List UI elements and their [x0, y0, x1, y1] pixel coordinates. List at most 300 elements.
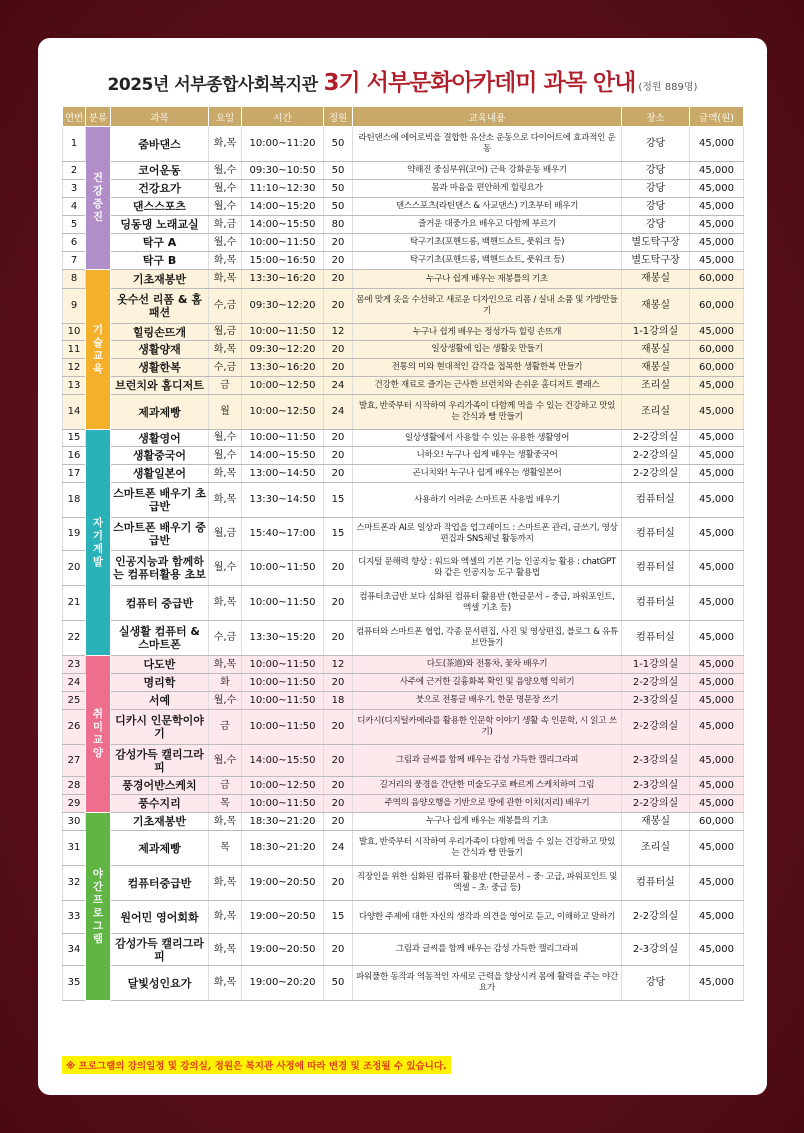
course-capacity: 20 — [324, 270, 353, 289]
row-number: 18 — [63, 483, 86, 518]
course-day: 금 — [209, 710, 242, 745]
title-org: 2025년 서부종합사회복지관 — [107, 75, 318, 95]
row-number: 25 — [63, 692, 86, 710]
course-capacity: 24 — [324, 395, 353, 430]
course-time: 10:00~11:50 — [242, 234, 324, 252]
course-capacity: 20 — [324, 430, 353, 447]
row-number: 21 — [63, 586, 86, 621]
course-fee: 45,000 — [690, 395, 744, 430]
course-fee: 60,000 — [690, 341, 744, 359]
course-day: 화,목 — [209, 127, 242, 162]
course-capacity: 15 — [324, 518, 353, 551]
row-number: 9 — [63, 289, 86, 324]
course-description: 일상생활에서 사용할 수 있는 유용한 생활영어 — [353, 430, 622, 447]
course-time: 10:00~11:50 — [242, 710, 324, 745]
course-day: 월,수 — [209, 198, 242, 216]
course-capacity: 20 — [324, 934, 353, 966]
course-description: 누구나 쉽게 배우는 정성가득 힐링 손뜨개 — [353, 324, 622, 341]
table-row — [63, 710, 744, 745]
course-capacity: 50 — [324, 198, 353, 216]
course-subject: 생활한복 — [111, 359, 209, 377]
course-capacity: 20 — [324, 447, 353, 465]
course-description: 컴퓨터초급반 보다 심화된 컴퓨터 활용반 (한글문서 – 중급, 파워포인트, 엑셀 기초 등) — [353, 586, 622, 621]
course-place: 2-2강의실 — [622, 710, 690, 745]
table-row — [63, 934, 744, 966]
table-row — [63, 813, 744, 831]
course-day: 금 — [209, 377, 242, 395]
course-time: 09:30~12:20 — [242, 289, 324, 324]
course-capacity: 20 — [324, 359, 353, 377]
course-subject: 디카시 인문학이야기 — [111, 710, 209, 745]
course-capacity: 20 — [324, 252, 353, 270]
course-time: 10:00~12:50 — [242, 777, 324, 795]
course-subject: 탁구 A — [111, 234, 209, 252]
course-subject: 생활중국어 — [111, 447, 209, 465]
course-subject: 서예 — [111, 692, 209, 710]
row-number: 29 — [63, 795, 86, 813]
table-row — [63, 395, 744, 430]
course-day: 화,목 — [209, 966, 242, 1001]
course-day: 수,금 — [209, 359, 242, 377]
course-day: 수,금 — [209, 289, 242, 324]
course-fee: 45,000 — [690, 866, 744, 901]
course-capacity: 20 — [324, 341, 353, 359]
course-time: 19:00~20:20 — [242, 966, 324, 1001]
course-subject: 감성가득 캘리그라피 — [111, 745, 209, 777]
course-fee: 45,000 — [690, 674, 744, 692]
course-place: 컴퓨터실 — [622, 866, 690, 901]
table-row — [63, 483, 744, 518]
category-label — [86, 813, 111, 1001]
row-number: 32 — [63, 866, 86, 901]
course-place: 재봉실 — [622, 341, 690, 359]
row-number: 27 — [63, 745, 86, 777]
course-subject: 댄스스포츠 — [111, 198, 209, 216]
course-day: 화,목 — [209, 586, 242, 621]
course-fee: 60,000 — [690, 270, 744, 289]
header-place: 장소 — [622, 107, 690, 127]
course-capacity: 50 — [324, 180, 353, 198]
course-day: 화,목 — [209, 813, 242, 831]
course-fee: 60,000 — [690, 359, 744, 377]
course-fee: 45,000 — [690, 324, 744, 341]
course-capacity: 80 — [324, 216, 353, 234]
course-fee: 45,000 — [690, 901, 744, 934]
table-body — [63, 127, 744, 1001]
course-fee: 45,000 — [690, 966, 744, 1001]
category-text: 취미교양 — [92, 708, 104, 759]
table-row — [63, 252, 744, 270]
course-fee: 45,000 — [690, 692, 744, 710]
course-capacity: 15 — [324, 901, 353, 934]
course-place: 강당 — [622, 180, 690, 198]
course-description: 주역의 음양오행을 기반으로 땅에 관한 이치(지리) 배우기 — [353, 795, 622, 813]
header-time: 시간 — [242, 107, 324, 127]
table-row — [63, 465, 744, 483]
course-day: 화,목 — [209, 483, 242, 518]
course-day: 월,수 — [209, 447, 242, 465]
category-text: 야간프로그램 — [92, 867, 104, 945]
course-description: 탁구기초(포핸드롱, 백핸드쇼트, 풋워크 등) — [353, 234, 622, 252]
category-label — [86, 430, 111, 656]
course-description: 댄스스포츠(라틴댄스 & 사교댄스) 기초부터 배우기 — [353, 198, 622, 216]
table-row — [63, 180, 744, 198]
header-day: 요일 — [209, 107, 242, 127]
course-subject: 달빛성인요가 — [111, 966, 209, 1001]
course-time: 10:00~11:50 — [242, 656, 324, 674]
course-fee: 45,000 — [690, 198, 744, 216]
course-time: 14:00~15:20 — [242, 198, 324, 216]
category-label — [86, 127, 111, 270]
course-subject: 딩동댕 노래교실 — [111, 216, 209, 234]
course-subject: 제과제빵 — [111, 831, 209, 866]
course-time: 10:00~11:50 — [242, 674, 324, 692]
course-fee: 45,000 — [690, 465, 744, 483]
course-time: 10:00~11:20 — [242, 127, 324, 162]
table-row — [63, 289, 744, 324]
course-description: 몸에 맞게 옷을 수선하고 새로운 디자인으로 리폼 / 실내 소품 및 가방만들기 — [353, 289, 622, 324]
course-fee: 45,000 — [690, 377, 744, 395]
course-day: 화,목 — [209, 465, 242, 483]
course-capacity: 24 — [324, 831, 353, 866]
category-label — [86, 270, 111, 430]
course-subject: 건강요가 — [111, 180, 209, 198]
course-day: 화 — [209, 674, 242, 692]
course-subject: 다도반 — [111, 656, 209, 674]
course-place: 재봉실 — [622, 270, 690, 289]
course-time: 11:10~12:30 — [242, 180, 324, 198]
course-place: 컴퓨터실 — [622, 551, 690, 586]
page-title — [38, 64, 767, 97]
course-day: 화,목 — [209, 901, 242, 934]
course-place: 조리실 — [622, 395, 690, 430]
course-subject: 코어운동 — [111, 162, 209, 180]
row-number: 11 — [63, 341, 86, 359]
course-time: 09:30~10:50 — [242, 162, 324, 180]
course-fee: 45,000 — [690, 777, 744, 795]
course-subject: 스마트폰 배우기 중급반 — [111, 518, 209, 551]
course-description: 다도(茶道)와 전통차, 꽃차 배우기 — [353, 656, 622, 674]
table-row — [63, 341, 744, 359]
course-time: 18:30~21:20 — [242, 813, 324, 831]
course-place: 컴퓨터실 — [622, 483, 690, 518]
course-description: 누구나 쉽게 배우는 재봉틀의 기초 — [353, 270, 622, 289]
course-fee: 45,000 — [690, 483, 744, 518]
course-capacity: 20 — [324, 813, 353, 831]
course-description: 붓으로 전통글 배우기, 한문 명문장 쓰기 — [353, 692, 622, 710]
course-time: 19:00~20:50 — [242, 866, 324, 901]
course-description: 누구나 쉽게 배우는 재봉틀의 기초 — [353, 813, 622, 831]
row-number: 24 — [63, 674, 86, 692]
course-subject: 컴퓨터중급반 — [111, 866, 209, 901]
course-capacity: 20 — [324, 586, 353, 621]
course-place: 2-2강의실 — [622, 465, 690, 483]
course-place: 1-1강의실 — [622, 656, 690, 674]
course-place: 2-2강의실 — [622, 795, 690, 813]
table-header — [63, 107, 744, 127]
course-subject: 옷수선 리폼 & 홈패션 — [111, 289, 209, 324]
course-place: 2-3강의실 — [622, 692, 690, 710]
course-capacity: 20 — [324, 465, 353, 483]
course-description: 파워풀한 동작과 역동적인 자세로 근력을 향상시켜 몸에 활력을 주는 야간 요가 — [353, 966, 622, 1001]
table-row — [63, 162, 744, 180]
title-main: 3기 서부문화아카데미 과목 안내 — [323, 70, 636, 96]
course-description: 디카시(디지털카메라를 활용한 인문학 이야기 생활 속 인문학, 시 읽고 쓰기) — [353, 710, 622, 745]
table-row — [63, 901, 744, 934]
course-fee: 45,000 — [690, 447, 744, 465]
course-description: 사주에 근거한 길흉화복 확인 및 음양오행 익히기 — [353, 674, 622, 692]
table-row — [63, 216, 744, 234]
row-number: 23 — [63, 656, 86, 674]
course-fee: 45,000 — [690, 934, 744, 966]
course-description: 니하오! 누구나 쉽게 배우는 생활중국어 — [353, 447, 622, 465]
table-row — [63, 359, 744, 377]
category-text: 건강증진 — [92, 172, 104, 223]
table-row — [63, 447, 744, 465]
course-place: 조리실 — [622, 831, 690, 866]
course-fee: 45,000 — [690, 216, 744, 234]
table-row — [63, 795, 744, 813]
course-capacity: 12 — [324, 324, 353, 341]
course-capacity: 20 — [324, 795, 353, 813]
table-row — [63, 866, 744, 901]
course-place: 별도탁구장 — [622, 252, 690, 270]
table-row — [63, 621, 744, 656]
course-capacity: 18 — [324, 692, 353, 710]
course-fee: 45,000 — [690, 586, 744, 621]
course-fee: 45,000 — [690, 551, 744, 586]
course-subject: 브런치와 홈디저트 — [111, 377, 209, 395]
table-row — [63, 674, 744, 692]
row-number: 33 — [63, 901, 86, 934]
header-description: 교육내용 — [353, 107, 622, 127]
course-place: 1-1강의실 — [622, 324, 690, 341]
course-day: 월,금 — [209, 324, 242, 341]
table-row — [63, 518, 744, 551]
course-time: 10:00~11:50 — [242, 586, 324, 621]
table-row — [63, 777, 744, 795]
course-description: 그림과 글씨를 함께 배우는 감성 가득한 캘리그라피 — [353, 934, 622, 966]
course-description: 발효, 반죽부터 시작하여 우리가족이 다함께 먹을 수 있는 건강하고 맛있는 간식과 빵 만들기 — [353, 395, 622, 430]
row-number: 17 — [63, 465, 86, 483]
course-place: 2-2강의실 — [622, 447, 690, 465]
course-capacity: 15 — [324, 483, 353, 518]
course-time: 14:00~15:50 — [242, 447, 324, 465]
course-fee: 45,000 — [690, 180, 744, 198]
course-time: 19:00~20:50 — [242, 901, 324, 934]
course-day: 화,목 — [209, 656, 242, 674]
row-number: 22 — [63, 621, 86, 656]
course-description: 탁구기초(포핸드롱, 백핸드쇼트, 풋워크 등) — [353, 252, 622, 270]
course-place: 강당 — [622, 216, 690, 234]
course-time: 10:00~11:50 — [242, 430, 324, 447]
course-capacity: 50 — [324, 162, 353, 180]
course-place: 재봉실 — [622, 813, 690, 831]
course-day: 월,수 — [209, 162, 242, 180]
course-day: 월 — [209, 395, 242, 430]
course-description: 몸과 마음을 편안하게 힐링요가 — [353, 180, 622, 198]
course-subject: 풍경어반스케치 — [111, 777, 209, 795]
course-time: 19:00~20:50 — [242, 934, 324, 966]
footnote: ※ 프로그램의 강의일정 및 강의실, 정원은 복지관 사정에 따라 변경 및 조정될 수 있습니다. — [62, 1056, 451, 1074]
course-time: 10:00~12:50 — [242, 377, 324, 395]
row-number: 15 — [63, 430, 86, 447]
course-subject: 힐링손뜨개 — [111, 324, 209, 341]
row-number: 30 — [63, 813, 86, 831]
course-time: 13:00~14:50 — [242, 465, 324, 483]
category-text: 자기계발 — [92, 516, 104, 568]
course-subject: 스마트폰 배우기 초급반 — [111, 483, 209, 518]
course-day: 월,수 — [209, 692, 242, 710]
course-time: 10:00~11:50 — [242, 324, 324, 341]
course-capacity: 24 — [324, 377, 353, 395]
course-description: 즐거운 대중가요 배우고 다함께 부르기 — [353, 216, 622, 234]
row-number: 13 — [63, 377, 86, 395]
row-number: 2 — [63, 162, 86, 180]
course-time: 14:00~15:50 — [242, 216, 324, 234]
title-capacity: (정원 889명) — [638, 82, 698, 93]
course-place: 조리실 — [622, 377, 690, 395]
row-number: 35 — [63, 966, 86, 1001]
course-day: 목 — [209, 795, 242, 813]
course-description: 일상생활에 입는 생활옷 만들기 — [353, 341, 622, 359]
course-subject: 컴퓨터 중급반 — [111, 586, 209, 621]
table-row — [63, 586, 744, 621]
course-description: 전통의 미와 현대적인 감각을 접목한 생활한복 만들기 — [353, 359, 622, 377]
course-fee: 45,000 — [690, 831, 744, 866]
course-time: 13:30~14:50 — [242, 483, 324, 518]
course-time: 13:30~15:20 — [242, 621, 324, 656]
table-row — [63, 127, 744, 162]
course-time: 10:00~12:50 — [242, 395, 324, 430]
course-place: 2-2강의실 — [622, 430, 690, 447]
row-number: 3 — [63, 180, 86, 198]
row-number: 4 — [63, 198, 86, 216]
course-capacity: 20 — [324, 621, 353, 656]
course-day: 화,목 — [209, 252, 242, 270]
course-capacity: 20 — [324, 866, 353, 901]
row-number: 34 — [63, 934, 86, 966]
course-fee: 45,000 — [690, 430, 744, 447]
course-subject: 감성가득 캘리그라피 — [111, 934, 209, 966]
course-capacity: 20 — [324, 674, 353, 692]
table-row — [63, 324, 744, 341]
table-row — [63, 234, 744, 252]
course-time: 18:30~21:20 — [242, 831, 324, 866]
header-no: 연번 — [63, 107, 86, 127]
course-capacity: 12 — [324, 656, 353, 674]
course-description: 건강한 재료로 즐기는 근사한 브런치와 손쉬운 홈디저트 클래스 — [353, 377, 622, 395]
course-place: 2-3강의실 — [622, 934, 690, 966]
course-place: 2-3강의실 — [622, 745, 690, 777]
course-day: 목 — [209, 831, 242, 866]
course-subject: 줌바댄스 — [111, 127, 209, 162]
course-capacity: 50 — [324, 966, 353, 1001]
row-number: 10 — [63, 324, 86, 341]
course-day: 화,목 — [209, 270, 242, 289]
header-subject: 과목 — [111, 107, 209, 127]
course-time: 15:40~17:00 — [242, 518, 324, 551]
course-description: 다양한 주제에 대한 자신의 생각과 의견을 영어로 듣고, 이해하고 말하기 — [353, 901, 622, 934]
course-day: 화,목 — [209, 341, 242, 359]
course-day: 금 — [209, 777, 242, 795]
course-description: 사용하기 어려운 스마트폰 사용법 배우기 — [353, 483, 622, 518]
row-number: 5 — [63, 216, 86, 234]
row-number: 8 — [63, 270, 86, 289]
row-number: 6 — [63, 234, 86, 252]
row-number: 1 — [63, 127, 86, 162]
course-description: 라틴댄스에 에어로빅을 결합한 유산소 운동으로 다이어트에 효과적인 운동 — [353, 127, 622, 162]
course-capacity: 20 — [324, 710, 353, 745]
course-description: 디지털 문해력 향상 : 워드와 엑셀의 기본 기능 인공지능 활용 : chatGPT와 같은 인공지능 도구 활용법 — [353, 551, 622, 586]
course-fee: 60,000 — [690, 289, 744, 324]
course-subject: 기초재봉반 — [111, 270, 209, 289]
page-card — [38, 38, 767, 1095]
course-fee: 45,000 — [690, 621, 744, 656]
course-description: 그림과 글씨를 함께 배우는 감성 가득한 캘리그라피 — [353, 745, 622, 777]
row-number: 20 — [63, 551, 86, 586]
course-description: 컴퓨터와 스마트폰 협업, 각종 문서편집, 사진 및 영상편집, 블로그 & 유튜브만들기 — [353, 621, 622, 656]
course-fee: 45,000 — [690, 656, 744, 674]
course-capacity: 20 — [324, 551, 353, 586]
course-fee: 45,000 — [690, 795, 744, 813]
course-fee: 45,000 — [690, 234, 744, 252]
course-capacity: 20 — [324, 745, 353, 777]
course-subject: 풍수지리 — [111, 795, 209, 813]
course-place: 별도탁구장 — [622, 234, 690, 252]
row-number: 28 — [63, 777, 86, 795]
course-place: 강당 — [622, 198, 690, 216]
table-row — [63, 430, 744, 447]
table-row — [63, 551, 744, 586]
course-day: 화,목 — [209, 934, 242, 966]
category-text: 기술교육 — [92, 323, 104, 375]
course-subject: 원어민 영어회화 — [111, 901, 209, 934]
course-day: 월,수 — [209, 180, 242, 198]
course-capacity: 20 — [324, 234, 353, 252]
course-description: 직장인을 위한 심화된 컴퓨터 활용반 (한글문서 – 중· 고급, 파워포인트 및 엑셀 – 초· 중급 등) — [353, 866, 622, 901]
header-fee: 금액(원) — [690, 107, 744, 127]
course-table — [62, 106, 744, 1001]
row-number: 12 — [63, 359, 86, 377]
row-number: 16 — [63, 447, 86, 465]
course-time: 14:00~15:50 — [242, 745, 324, 777]
course-subject: 실생활 컴퓨터 & 스마트폰 — [111, 621, 209, 656]
header-category: 분류 — [86, 107, 111, 127]
course-fee: 45,000 — [690, 162, 744, 180]
course-place: 2-3강의실 — [622, 777, 690, 795]
row-number: 14 — [63, 395, 86, 430]
table-row — [63, 198, 744, 216]
course-time: 13:30~16:20 — [242, 270, 324, 289]
course-fee: 45,000 — [690, 252, 744, 270]
course-subject: 생활양재 — [111, 341, 209, 359]
course-time: 10:00~11:50 — [242, 692, 324, 710]
row-number: 31 — [63, 831, 86, 866]
course-place: 2-2강의실 — [622, 901, 690, 934]
category-label — [86, 656, 111, 813]
course-time: 10:00~11:50 — [242, 551, 324, 586]
course-day: 화,금 — [209, 216, 242, 234]
table-row — [63, 270, 744, 289]
course-capacity: 20 — [324, 777, 353, 795]
course-day: 수,금 — [209, 621, 242, 656]
course-fee: 45,000 — [690, 127, 744, 162]
table-row — [63, 745, 744, 777]
course-place: 강당 — [622, 966, 690, 1001]
course-subject: 제과제빵 — [111, 395, 209, 430]
course-capacity: 50 — [324, 127, 353, 162]
